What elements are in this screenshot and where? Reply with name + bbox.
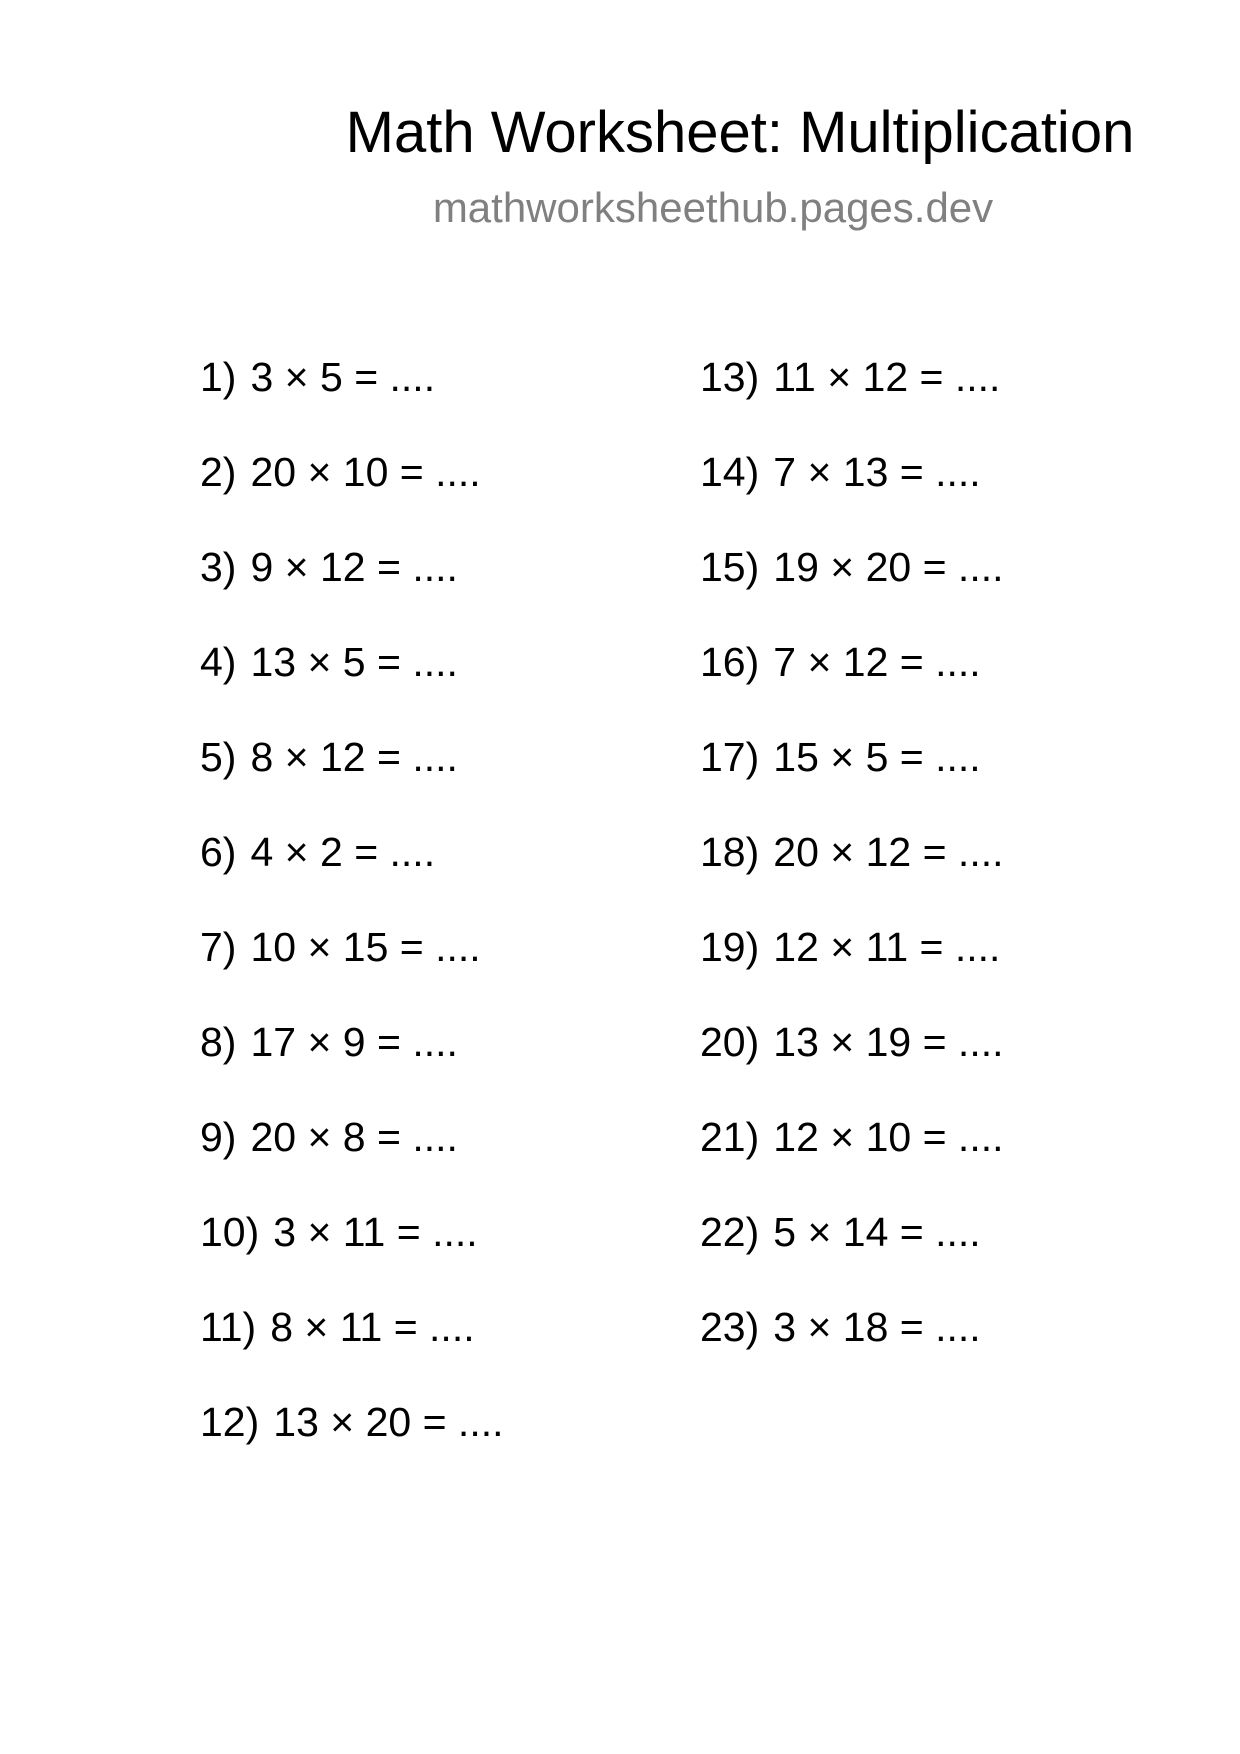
problem-number: 14) — [700, 449, 760, 495]
problem-expression: 20 × 12 = .... — [773, 829, 1004, 875]
problem-item — [200, 1105, 504, 1200]
problem-number: 12) — [200, 1399, 260, 1445]
problem-expression: 20 × 8 = .... — [250, 1114, 458, 1160]
problem-item — [200, 820, 504, 915]
problem-number: 1) — [200, 354, 237, 400]
problem-item — [700, 1105, 1004, 1200]
problem-number: 19) — [700, 924, 760, 970]
problem-item — [200, 440, 504, 535]
problem-item — [700, 915, 1004, 1010]
problem-expression: 12 × 10 = .... — [773, 1114, 1004, 1160]
problem-item — [700, 630, 1004, 725]
problem-item — [200, 725, 504, 820]
problem-item — [700, 1200, 1004, 1295]
problem-expression: 13 × 20 = .... — [273, 1399, 504, 1445]
problem-expression: 5 × 14 = .... — [773, 1209, 981, 1255]
problem-expression: 3 × 5 = .... — [250, 354, 436, 400]
problem-item — [200, 1295, 504, 1390]
problem-item — [700, 535, 1004, 630]
problem-expression: 8 × 12 = .... — [250, 734, 458, 780]
problem-expression: 10 × 15 = .... — [250, 924, 481, 970]
problem-number: 3) — [200, 544, 237, 590]
problem-item — [200, 535, 504, 630]
problem-expression: 3 × 18 = .... — [773, 1304, 981, 1350]
problem-number: 16) — [700, 639, 760, 685]
problem-expression: 3 × 11 = .... — [273, 1209, 478, 1255]
problem-number: 22) — [700, 1209, 760, 1255]
problem-expression: 20 × 10 = .... — [250, 449, 481, 495]
problem-number: 13) — [700, 354, 760, 400]
problem-expression: 7 × 13 = .... — [773, 449, 981, 495]
problem-number: 20) — [700, 1019, 760, 1065]
problem-number: 7) — [200, 924, 237, 970]
problem-item — [700, 1010, 1004, 1105]
problem-item — [700, 725, 1004, 820]
problem-item — [200, 1010, 504, 1105]
problem-expression: 9 × 12 = .... — [250, 544, 458, 590]
problem-expression: 17 × 9 = .... — [250, 1019, 458, 1065]
problem-expression: 12 × 11 = .... — [773, 924, 1001, 970]
problem-expression: 7 × 12 = .... — [773, 639, 981, 685]
problem-number: 17) — [700, 734, 760, 780]
problem-number: 5) — [200, 734, 237, 780]
problem-number: 2) — [200, 449, 237, 495]
problem-column-left — [200, 345, 504, 1485]
problem-number: 18) — [700, 829, 760, 875]
problem-number: 6) — [200, 829, 237, 875]
website-url: mathworksheethub.pages.dev — [432, 184, 994, 231]
problem-number: 4) — [200, 639, 237, 685]
problem-number: 9) — [200, 1114, 237, 1160]
problem-item — [200, 345, 504, 440]
worksheet-title: Math Worksheet: Multiplication — [345, 100, 1135, 165]
problem-item — [200, 630, 504, 725]
problem-item — [200, 1390, 504, 1485]
problem-item — [200, 915, 504, 1010]
problem-item — [200, 1200, 504, 1295]
problem-expression: 11 × 12 = .... — [773, 354, 1001, 400]
problem-number: 15) — [700, 544, 760, 590]
problem-column-right — [700, 345, 1004, 1390]
problem-item — [700, 1295, 1004, 1390]
problem-number: 21) — [700, 1114, 760, 1160]
problem-expression: 13 × 5 = .... — [250, 639, 458, 685]
problem-expression: 13 × 19 = .... — [773, 1019, 1004, 1065]
problem-item — [700, 440, 1004, 535]
problem-item — [700, 345, 1004, 440]
problem-number: 10) — [200, 1209, 260, 1255]
problem-expression: 8 × 11 = .... — [270, 1304, 475, 1350]
problem-expression: 15 × 5 = .... — [773, 734, 981, 780]
problem-number: 11) — [200, 1304, 257, 1350]
problem-expression: 4 × 2 = .... — [250, 829, 436, 875]
problem-item — [700, 820, 1004, 915]
problem-expression: 19 × 20 = .... — [773, 544, 1004, 590]
problem-number: 23) — [700, 1304, 760, 1350]
problem-number: 8) — [200, 1019, 237, 1065]
